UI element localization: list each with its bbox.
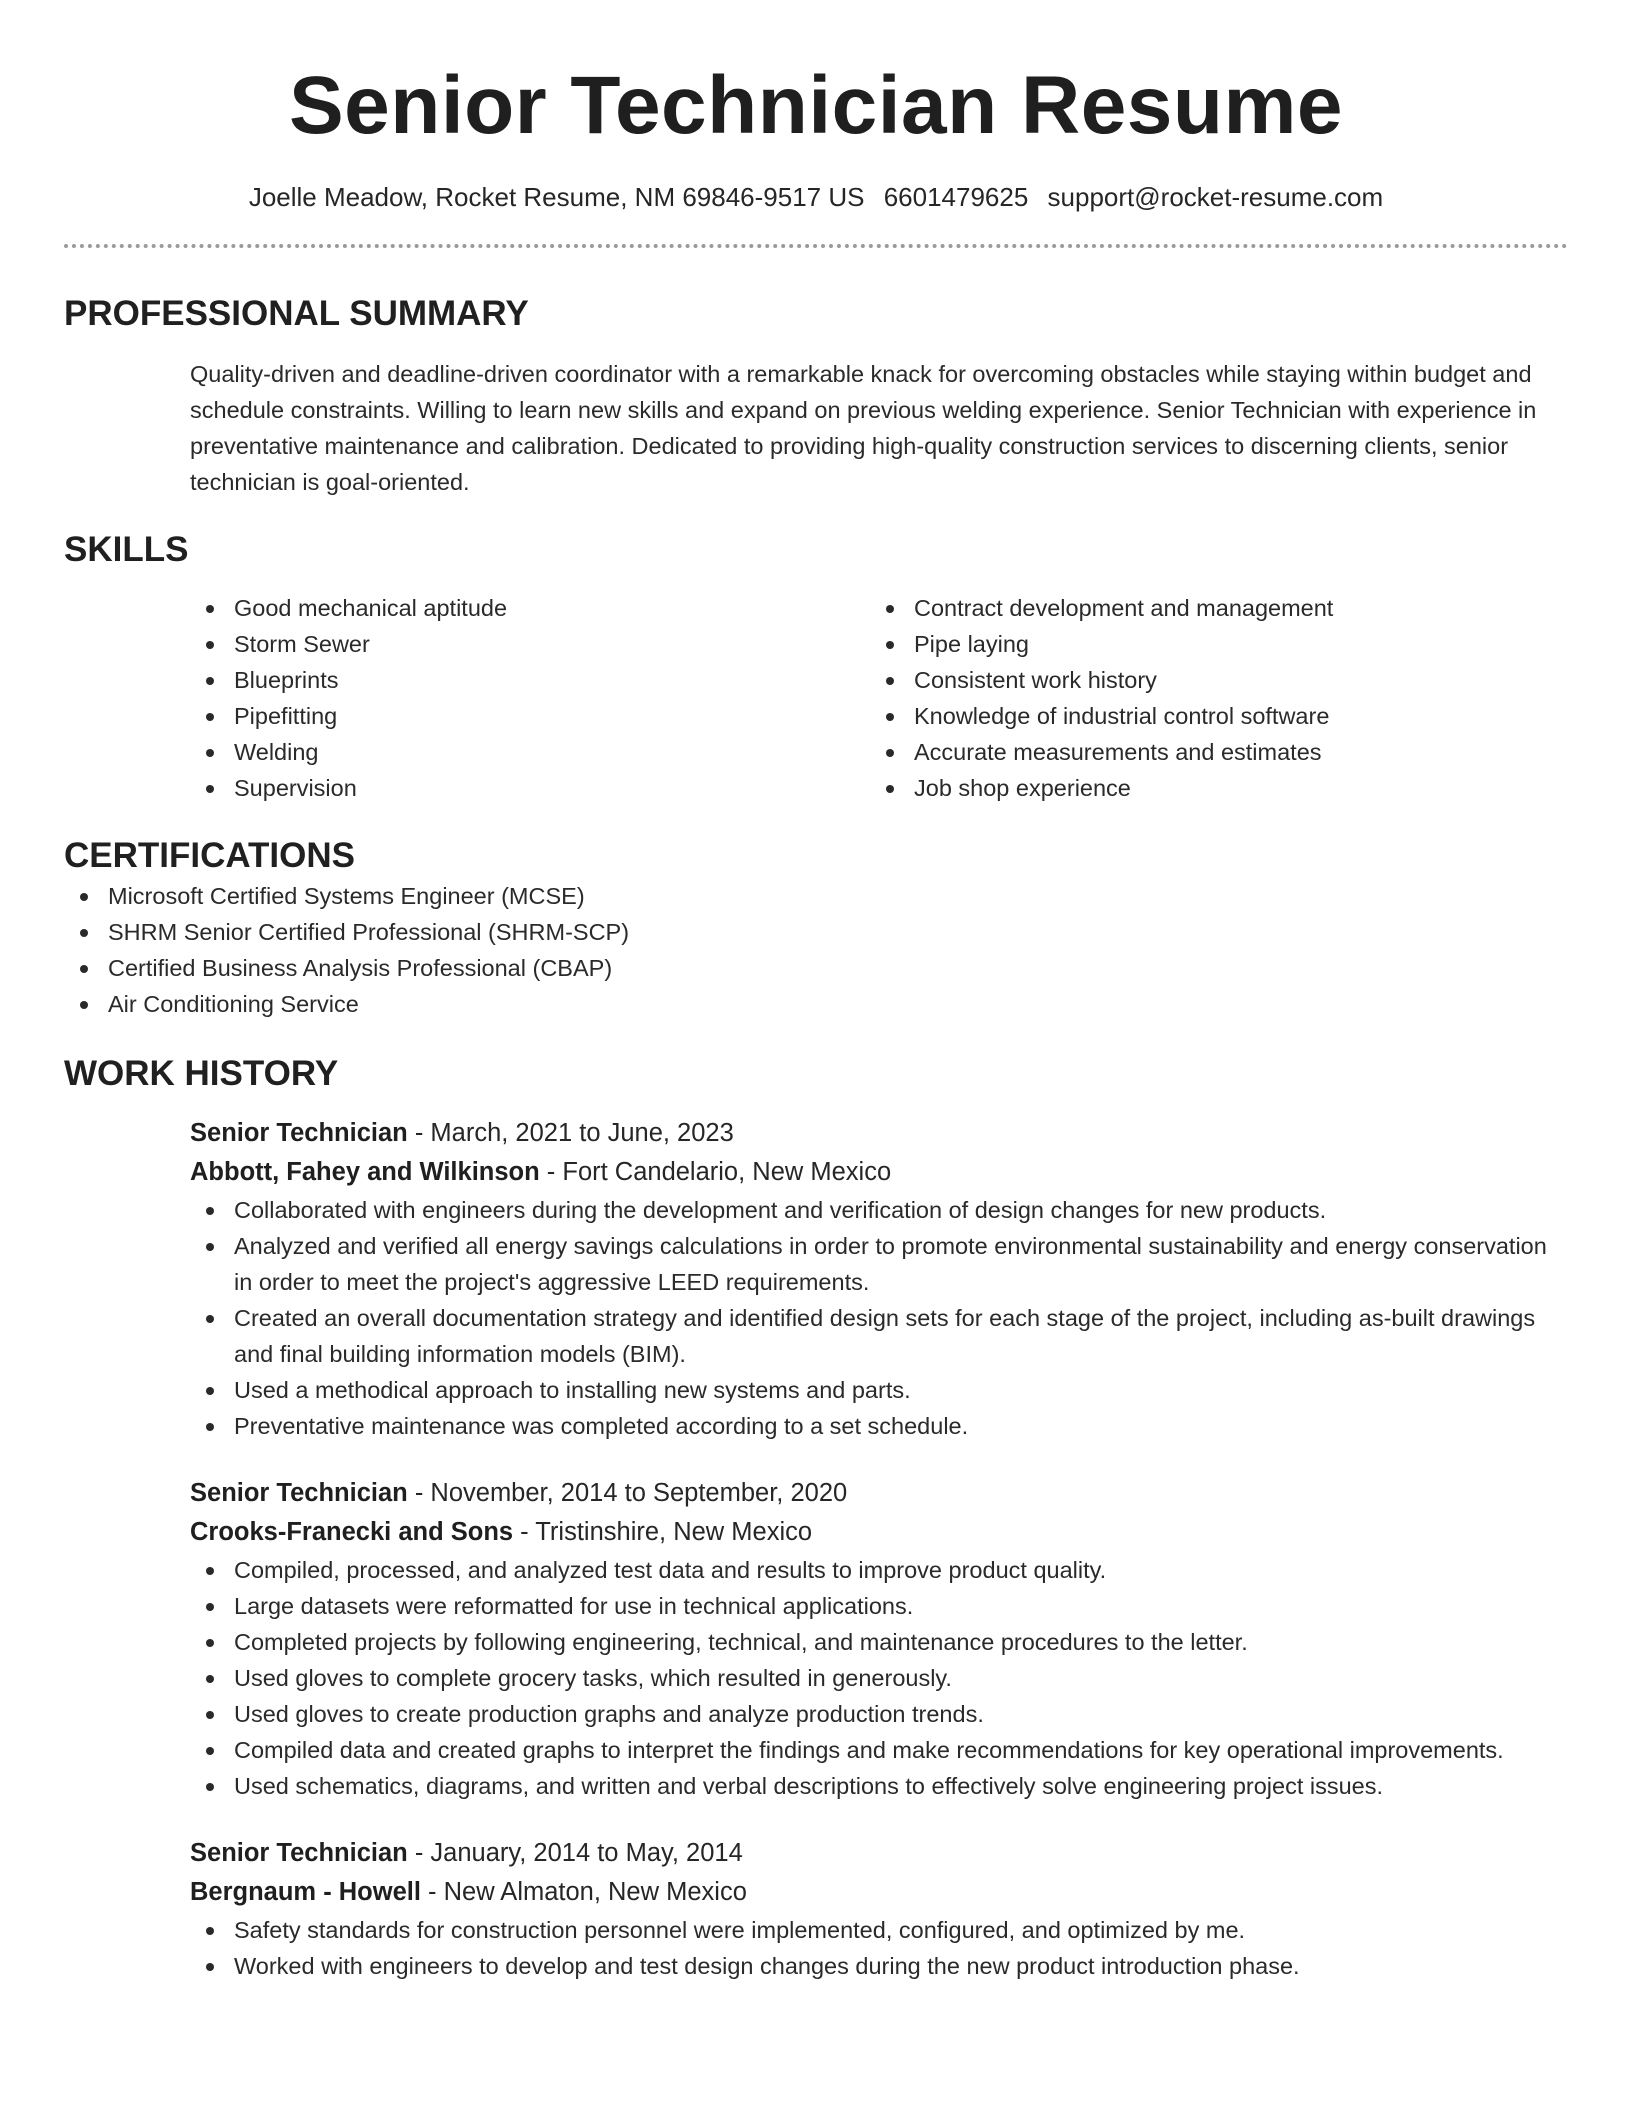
job-role: Senior Technician [190,1479,408,1507]
job-entry [190,1834,1568,1984]
certifications-list [64,878,1568,1022]
job-duty-item: Analyzed and verified all energy savings calculations in order to promote environmental sustainability and energy conservation in order to meet the project's aggressive LEED requirements. [190,1228,1568,1300]
skill-item: Supervision [190,770,870,806]
skills-column-left [190,590,870,806]
job-location: - Fort Candelario, New Mexico [539,1158,892,1186]
certification-item: SHRM Senior Certified Professional (SHRM-SCP) [64,914,1568,950]
job-duty-item: Worked with engineers to develop and test design changes during the new product introduction phase. [190,1948,1568,1984]
skill-item: Knowledge of industrial control software [870,698,1550,734]
skill-item: Pipefitting [190,698,870,734]
resume-page [64,0,1568,1984]
contact-email: support@rocket-resume.com [1047,182,1384,212]
job-duty-item: Created an overall documentation strategy and identified design sets for each stage of the project, including as-built drawings and final building information models (BIM). [190,1300,1568,1372]
job-duty-item: Preventative maintenance was completed according to a set schedule. [190,1408,1568,1444]
job-company-line [190,1513,1568,1552]
job-duty-item: Compiled data and created graphs to interpret the findings and make recommendations for key operational improvements. [190,1732,1568,1768]
job-title-line [190,1114,1568,1153]
job-entry [190,1114,1568,1444]
job-company-line [190,1873,1568,1912]
job-dates: - November, 2014 to September, 2020 [407,1479,848,1507]
job-duty-item: Large datasets were reformatted for use in technical applications. [190,1588,1568,1624]
summary-heading: PROFESSIONAL SUMMARY [64,294,529,333]
skill-item: Accurate measurements and estimates [870,734,1550,770]
job-duties-list [190,1192,1568,1444]
skill-item: Good mechanical aptitude [190,590,870,626]
skills-heading: SKILLS [64,530,189,569]
work-history-heading: WORK HISTORY [64,1054,339,1093]
job-entry [190,1474,1568,1804]
summary-section [64,292,1568,500]
summary-text: Quality-driven and deadline-driven coordinator with a remarkable knack for overcoming obstacles while staying within budget and schedule constraints. Willing to learn new skills and expand on previous welding experience. Senior Technician with experience in preventative maintenance and calibration. Dedicated to providing high-quality construction services to discerning clients, senior technician is goal-oriented. [190,361,1537,495]
skills-section [64,528,1568,806]
job-role: Senior Technician [190,1119,408,1147]
job-duties-list [190,1912,1568,1984]
skill-item: Job shop experience [870,770,1550,806]
work-history-section [64,1052,1568,1984]
certification-item: Microsoft Certified Systems Engineer (MCSE) [64,878,1568,914]
contact-line [64,180,1568,214]
skill-item: Blueprints [190,662,870,698]
job-role: Senior Technician [190,1839,408,1867]
certifications-section [64,834,1568,1022]
job-duty-item: Safety standards for construction personnel were implemented, configured, and optimized by me. [190,1912,1568,1948]
skill-item: Storm Sewer [190,626,870,662]
job-duties-list [190,1552,1568,1804]
job-duty-item: Used a methodical approach to installing new systems and parts. [190,1372,1568,1408]
contact-phone: 6601479625 [883,182,1029,212]
job-location: - New Almaton, New Mexico [420,1878,747,1906]
job-company: Bergnaum - Howell [190,1878,421,1906]
certification-item: Air Conditioning Service [64,986,1568,1022]
job-location: - Tristinshire, New Mexico [513,1518,813,1546]
job-company: Abbott, Fahey and Wilkinson [190,1158,540,1186]
skill-item: Welding [190,734,870,770]
page-title: Senior Technician Resume [288,60,1344,151]
certification-item: Certified Business Analysis Professional (CBAP) [64,950,1568,986]
job-company: Crooks-Franecki and Sons [190,1518,514,1546]
job-duty-item: Used gloves to create production graphs and analyze production trends. [190,1696,1568,1732]
skill-item: Pipe laying [870,626,1550,662]
job-duty-item: Used gloves to complete grocery tasks, which resulted in generously. [190,1660,1568,1696]
job-duty-item: Used schematics, diagrams, and written and verbal descriptions to effectively solve engineering project issues. [190,1768,1568,1804]
skills-grid [190,590,1568,806]
job-title-line [190,1834,1568,1873]
skill-item: Consistent work history [870,662,1550,698]
job-duty-item: Completed projects by following engineering, technical, and maintenance procedures to the letter. [190,1624,1568,1660]
job-duty-item: Compiled, processed, and analyzed test data and results to improve product quality. [190,1552,1568,1588]
job-duty-item: Collaborated with engineers during the development and verification of design changes for new products. [190,1192,1568,1228]
skill-item: Contract development and management [870,590,1550,626]
job-dates: - January, 2014 to May, 2014 [407,1839,743,1867]
job-company-line [190,1153,1568,1192]
contact-address: Joelle Meadow, Rocket Resume, NM 69846-9517 US [248,182,865,212]
certifications-heading: CERTIFICATIONS [64,836,356,875]
job-title-line [190,1474,1568,1513]
job-dates: - March, 2021 to June, 2023 [407,1119,734,1147]
skills-column-right [870,590,1550,806]
header-divider [64,244,1568,248]
